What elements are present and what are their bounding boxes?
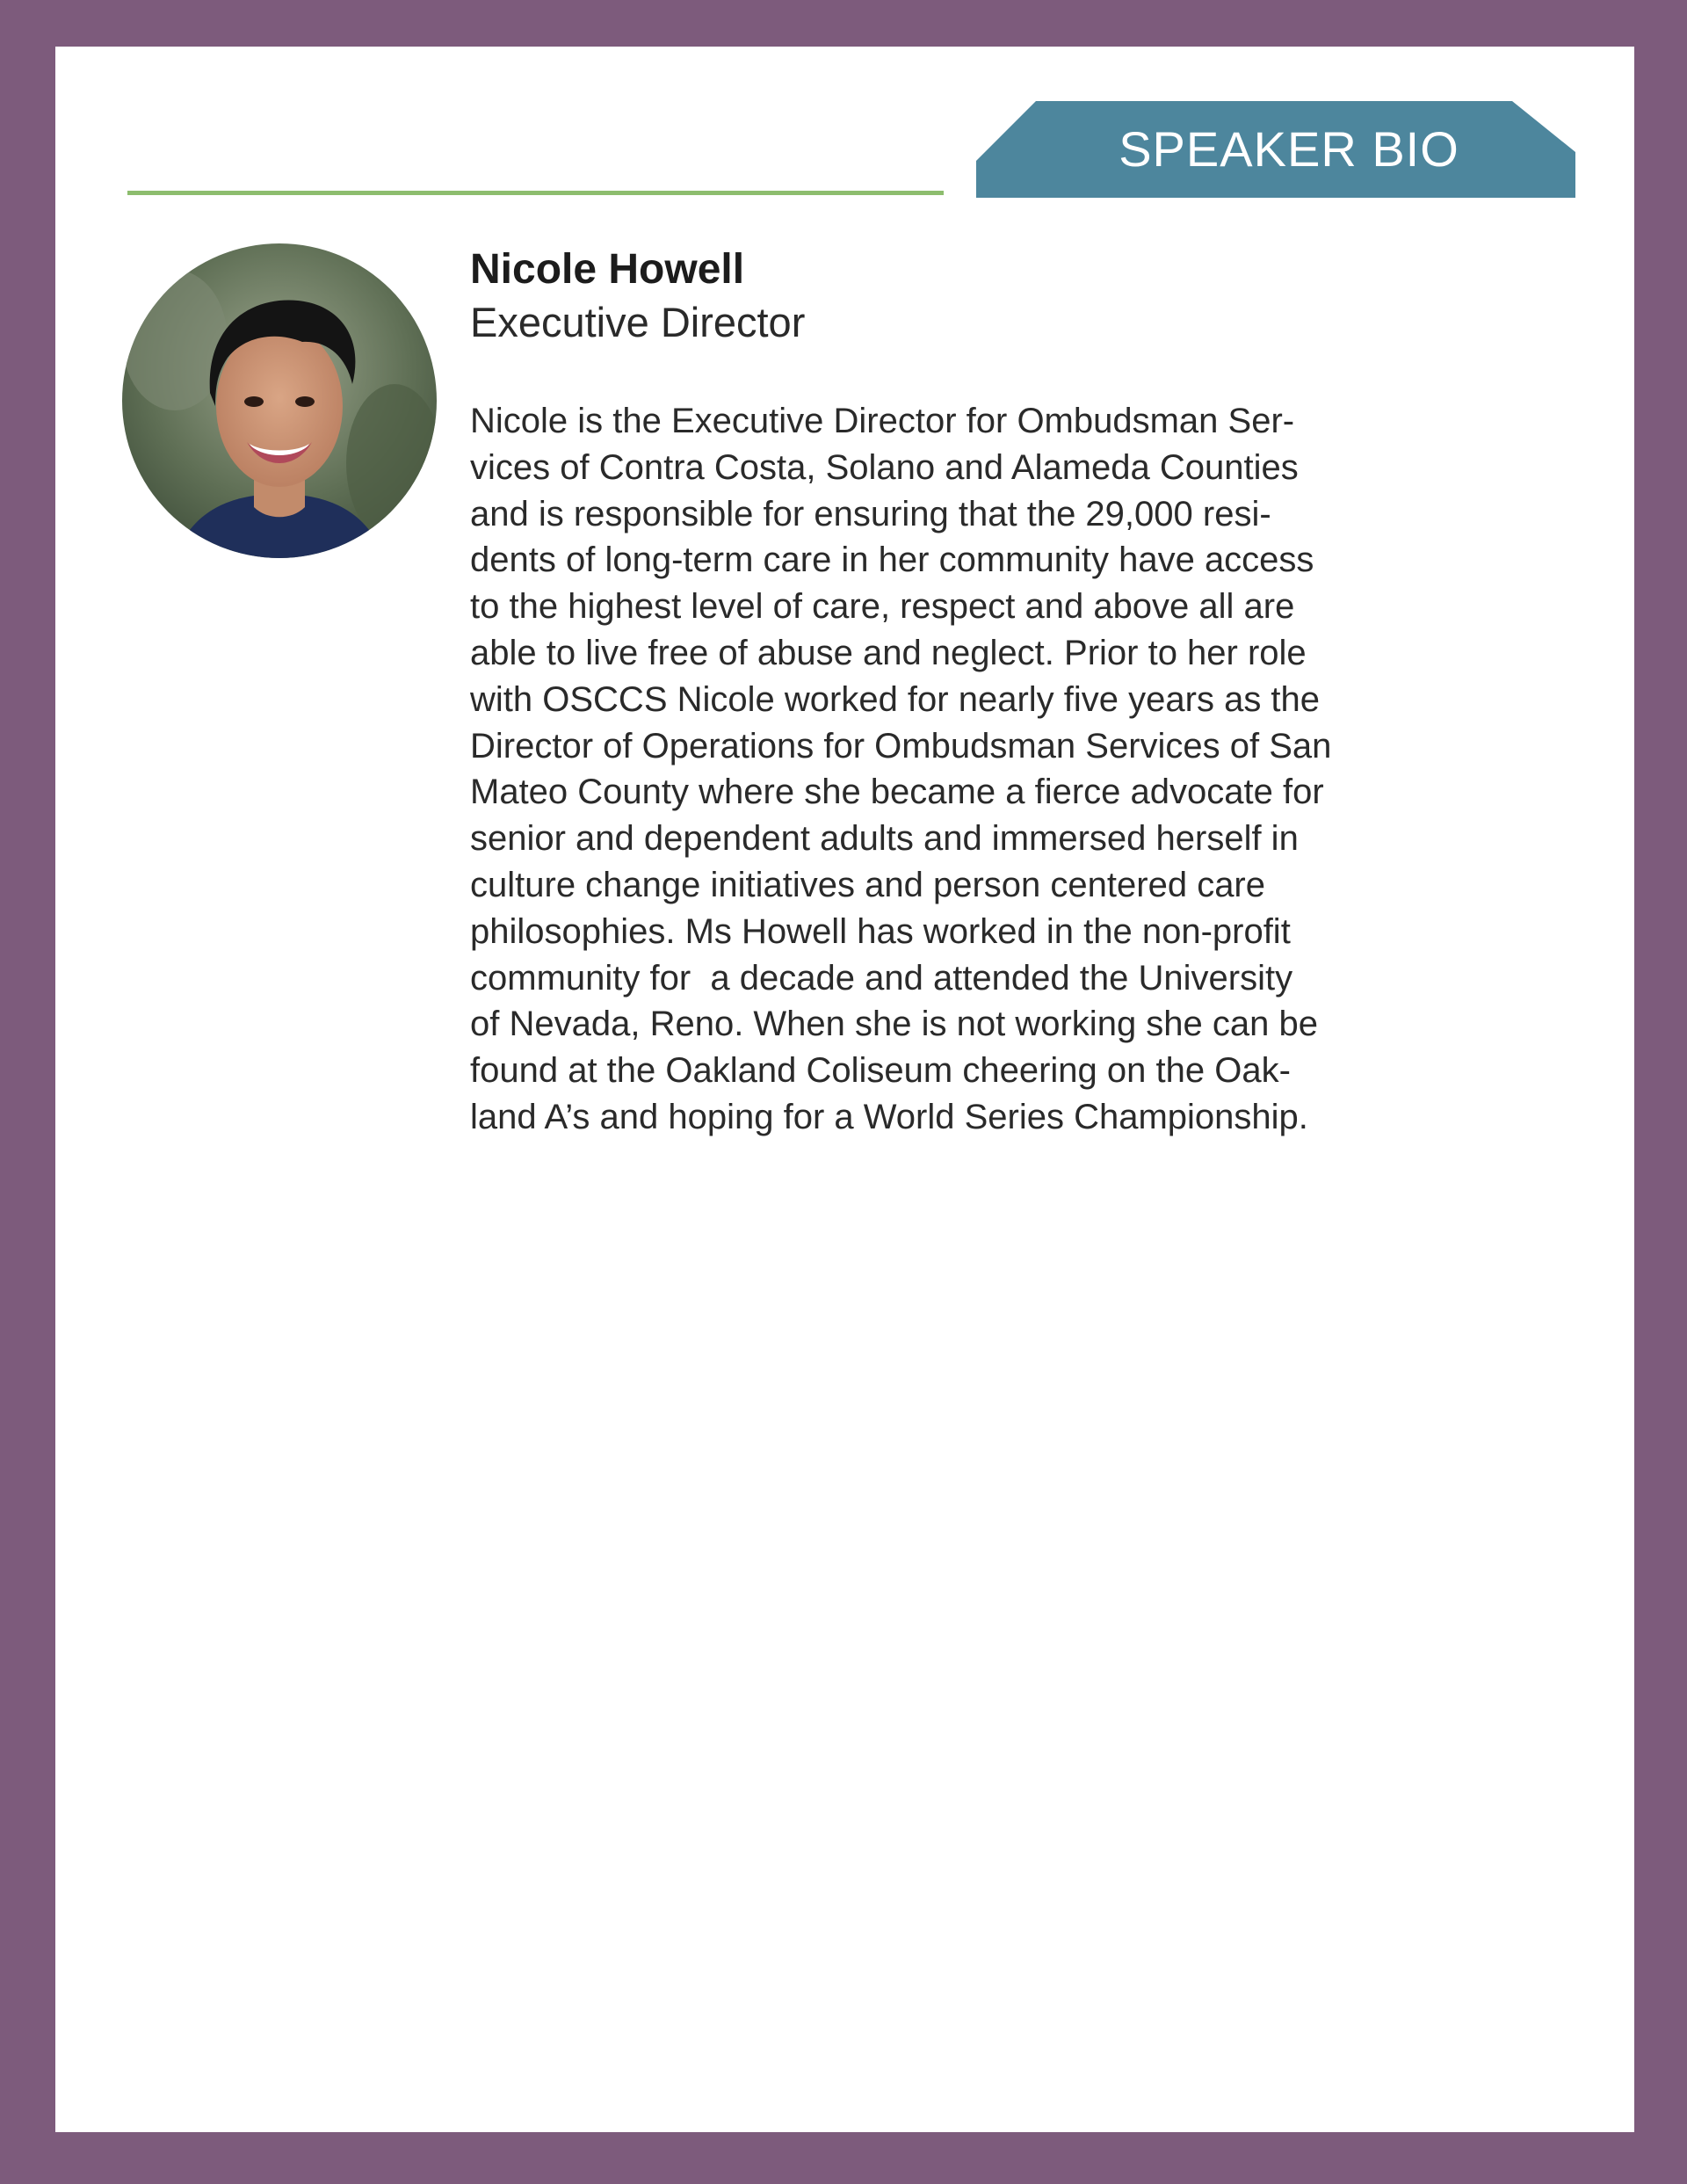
bio-line: land A’s and hoping for a World Series Championship. xyxy=(470,1097,1308,1136)
bio-line: vices of Contra Costa, Solano and Alameda Counties xyxy=(470,447,1299,487)
bio-line: dents of long-term care in her community have access xyxy=(470,541,1314,580)
speaker-title: Executive Director xyxy=(470,299,806,345)
bio-page xyxy=(55,47,1634,2132)
portrait-image xyxy=(122,243,437,558)
bio-line: community for a decade and attended the University xyxy=(470,958,1293,998)
bio-line: of Nevada, Reno. When she is not working she can be xyxy=(470,1005,1318,1044)
bio-line: Director of Operations for Ombudsman Services of San xyxy=(470,726,1332,765)
bio-line: and is responsible for ensuring that the 29,000 resi- xyxy=(470,494,1271,533)
bio-line: to the highest level of care, respect and above all are xyxy=(470,587,1295,627)
bio-line: senior and dependent adults and immersed herself in xyxy=(470,819,1299,859)
bio-line: Mateo County where she became a fierce advocate for xyxy=(470,773,1324,812)
speaker-bio-tab xyxy=(976,101,1575,198)
speaker-bio xyxy=(470,398,1586,1141)
bio-line: philosophies. Ms Howell has worked in the non-profit xyxy=(470,911,1291,951)
header-rule xyxy=(127,191,944,195)
bio-line: with OSCCS Nicole worked for nearly five years as the xyxy=(470,679,1321,719)
bio-line: Nicole is the Executive Director for Ombudsman Ser- xyxy=(470,402,1295,440)
bio-line: culture change initiatives and person centered care xyxy=(470,865,1265,904)
bio-line: able to live free of abuse and neglect. Prior to her role xyxy=(470,633,1307,672)
speaker-photo xyxy=(122,243,437,558)
speaker-name: Nicole Howell xyxy=(470,246,745,293)
bio-line: found at the Oakland Coliseum cheering on the Oak- xyxy=(470,1051,1291,1091)
tab-label: SPEAKER BIO xyxy=(1119,121,1459,177)
